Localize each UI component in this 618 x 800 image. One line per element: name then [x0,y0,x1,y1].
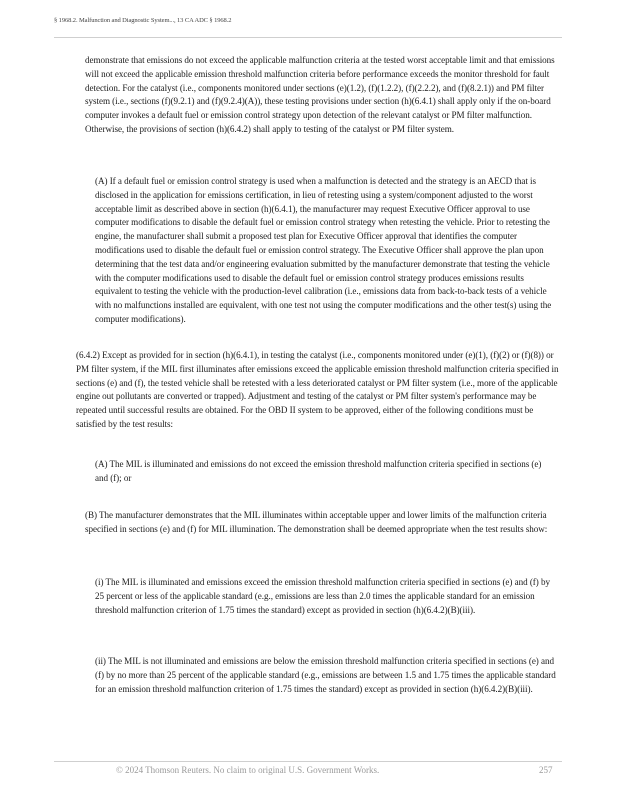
paragraph-continuation: demonstrate that emissions do not exceed the applicable malfunction criteria at the tested worst acceptable limit and that emissions will not exceed the applicable emission threshold malfunction criteria before performance exceeds the monitor threshold for fault detection. For the catalyst (i.e., components monitored under sections (e)(1.2), (f)(1.2.2), (f)(2.2.2), and (f)(8.2.1)) and PM filter system (i.e., sections (f)(9.2.1) and (f)(9.2.4)(A)), these testing provisions under section (h)(6.4.1) shall apply only if the on-board computer invokes a default fuel or emission control strategy upon detection of the relevant catalyst or PM filter malfunction. Otherwise, the provisions of section (h)(6.4.2) shall apply to testing of the catalyst or PM filter system. [85,55,555,134]
paragraph-6-4-2-b-ii: (ii) The MIL is not illuminated and emissions are below the emission threshold malfunction criteria specified in sections (e) and (f) by no more than 25 percent of the applicable standard (e.g., emissions are between 1.5 and 1.75 times the applicable standard for an emission threshold malfunction criterion of 1.75 times the standard) except as provided in section (h)(6.4.2)(B)(iii). [95,656,556,694]
paragraph-6-4-2-b-i: (i) The MIL is illuminated and emissions exceed the emission threshold malfunction criteria specified in sections (e) and (f) by 25 percent or less of the applicable standard (e.g., emissions are less than 2.0 times the applicable standard for an emission threshold malfunction criterion of 1.75 times the standard) except as provided in section (h)(6.4.2)(B)(iii). [95,577,550,615]
header-divider [54,37,562,38]
page-number: 257 [539,765,553,775]
paragraph-6-4-2-b: (B) The manufacturer demonstrates that the MIL illuminates within acceptable upper and lower limits of the malfunction criteria specified in sections (e) and (f) for MIL illumination. The demonstration shall be deemed appropriate when the test results show: [85,510,548,534]
paragraph-6-4-1-a: (A) If a default fuel or emission control strategy is used when a malfunction is detected and the strategy is an AECD that is disclosed in the application for emissions certification, in lieu of retesting using a system/component adjusted to the worst acceptable limit as described above in section (h)(6.4.1), the manufacturer may request Executive Officer approval to use computer modifications to disable the default fuel or emission control strategy when retesting the vehicle. Prior to retesting the engine, the manufacturer shall submit a proposed test plan for Executive Officer approval that identifies the computer modifications used to disable the default fuel or emission control strategy. The Executive Officer shall approve the plan upon determining that the test data and/or engineering evaluation submitted by the manufacturer demonstrate that testing the vehicle with the computer modifications used to disable the default fuel or emission control strategy produces emissions results equivalent to testing the vehicle with the production-level calibration (i.e., emissions data from back-to-back tests of a vehicle with no malfunctions installed are equivalent, with one test not using the computer modifications and the other test(s) using the computer modifications). [95,176,552,324]
paragraph-6-4-2-a: (A) The MIL is illuminated and emissions do not exceed the emission threshold malfunction criteria specified in sections (e) and (f); or [95,459,542,483]
running-header: § 1968.2. Malfunction and Diagnostic System..., 13 CA ADC § 1968.2 [54,17,232,24]
paragraph-6-4-2: (6.4.2) Except as provided for in section (h)(6.4.1), in testing the catalyst (i.e., components monitored under (e)(1), (f)(2) or (f)(8)) or PM filter system, if the MIL first illuminates after emissions exceed the applicable emission threshold malfunction criteria specified in sections (e) and (f), the tested vehicle shall be retested with a less deteriorated catalyst or PM filter system (i.e., more of the applicable engine out pollutants are converted or trapped). Adjustment and testing of the catalyst or PM filter system's performance may be repeated until successful results are obtained. For the OBD II system to be approved, either of the following conditions must be satisfied by the test results: [76,350,559,429]
footer-divider [54,761,562,762]
footer-copyright: © 2024 Thomson Reuters. No claim to original U.S. Government Works. [116,765,380,775]
